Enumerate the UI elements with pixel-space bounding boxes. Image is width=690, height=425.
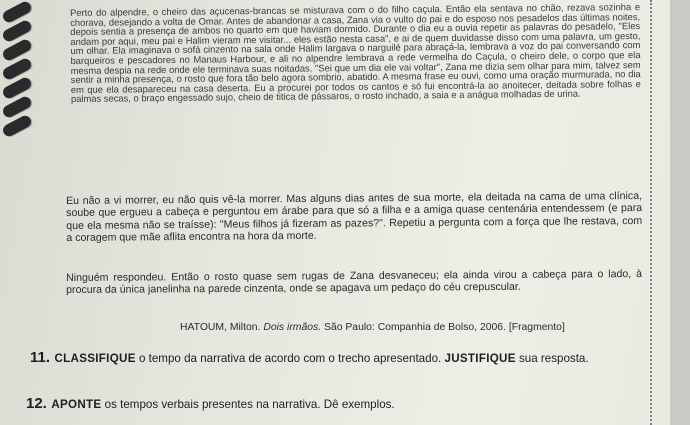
dotted-margin-line: [650, 0, 652, 425]
question-command: APONTE: [51, 398, 102, 411]
citation-author: HATOUM, Milton.: [180, 322, 261, 333]
question-number: 11.: [30, 349, 51, 366]
citation: [180, 322, 650, 333]
passage-paragraph-1: Perto do alpendre, o cheiro das açucenas-brancas se misturava com o do filho caçula. Então ela sentava no chão, rezava sozinha e chorava, desejando a volta de Omar. Antes de abandonar a casa, Zana via o vulto do pai e do esposo nos pesadelos das últimas noites, depois sentia a presença de ambos no quarto em que haviam dormido. Durante o dia eu a ouvia repetir as palavras do pesadelo, "Eles andam por aqui, meu pai e Halim vieram me visitar... eles estão nesta casa", e ai de quem duvidasse disso com uma palavra, um gesto, um olhar. Ela imaginava o sofá cinzento na sala onde Halim largava o narguilé para abraçá-la, lembrava a voz do pai conversando com barqueiros e pescadores no Manaus Harbour, e ali no alpendre lembrava a rede vermelha do Caçula, o cheiro dele, o corpo que ela mesma despia na rede onde ele terminava suas noitadas. "Sei que um dia ele vai voltar", Zana me dizia sem olhar para mim, talvez sem sentir a minha presença, o rosto que fora tão belo agora sombrio, abatido. A mesma frase eu ouvi, como uma oração murmurada, no dia em que ela desapareceu na casa deserta. Eu a procurei por todos os cantos e só fui encontrá-la ao anoitecer, deitada sobre folhas e palmas secas, o braço engessado sujo, cheio de titica de pássaros, o rosto inchado, a saia e a anágua molhadas de urina.: [69, 1, 641, 105]
passage-paragraph-3: Ninguém respondeu. Então o rosto quase sem rugas de Zana desvaneceu; ela ainda virou a cabeça para o lado, à procura da única janelinha na parede cinzenta, onde se apagava um pedaço do céu crepuscular.: [66, 267, 643, 297]
citation-publisher: São Paulo: Companhia de Bolso, 2006. [Fragmento]: [323, 322, 565, 333]
question-command: CLASSIFIQUE: [54, 352, 136, 365]
page-edge: [670, 0, 690, 425]
citation-title: Dois irmãos.: [263, 322, 322, 333]
passage-paragraph-2: Eu não a vi morrer, eu não quis vê-la morrer. Mas alguns dias antes de sua morte, ela deitada na cama de uma clínica, soube que ergueu a cabeça e perguntou em árabe para que só a filha e a amiga quase centenária entendessem (e para que ela mesma não se traísse): "Meus filhos já fizeram as pazes?". Repetiu a pergunta com a força que lhe restava, com a coragem que mãe aflita encontra na hora da morte.: [66, 189, 643, 245]
question-text-end: sua resposta.: [519, 352, 589, 365]
question-11: [30, 350, 640, 366]
spiral-ring: [1, 114, 33, 139]
question-text: o tempo da narrativa de acordo com o trecho apresentado.: [138, 352, 442, 365]
question-number: 12.: [26, 395, 47, 412]
question-text: os tempos verbais presentes na narrativa. Dê exemplos.: [104, 398, 395, 411]
question-command-2: JUSTIFIQUE: [444, 352, 516, 365]
question-12: [26, 396, 646, 413]
